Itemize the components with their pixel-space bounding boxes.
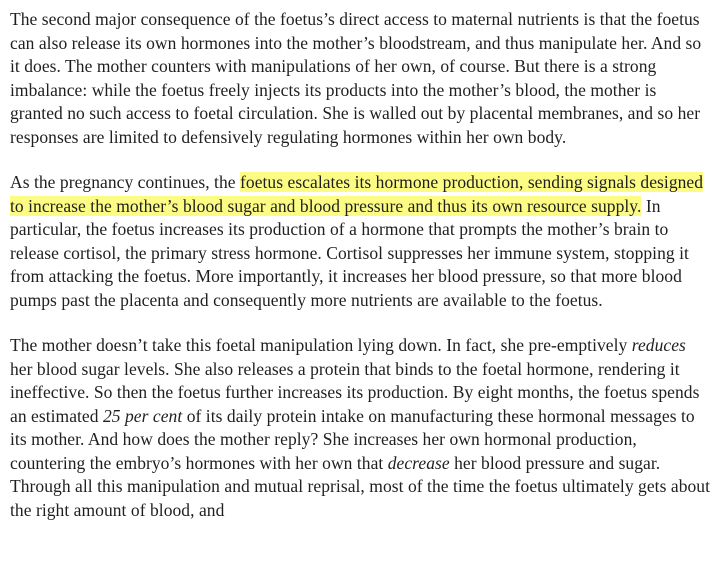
paragraph-3-text-3: of its daily protein intake on manufacturing these hormonal messages to its mother. And how does the mother reply? She increases her own hormonal production, countering the embryo’s hormones with her own that bbox=[10, 405, 695, 473]
emphasis-percent: 25 per cent bbox=[102, 405, 183, 426]
paragraph-2-lead: As the pregnancy continues, the bbox=[10, 172, 241, 192]
paragraph-3-text-4: her blood pressure and sugar. Through all this manipulation and mutual reprisal, most of the time the foetus ultimately gets about the right amount of blood, and bbox=[10, 452, 710, 520]
article-body bbox=[10, 8, 710, 544]
paragraph-3-text-2: her blood sugar levels. She also releases a protein that binds to the foetal hormone, rendering it ineffective. So then the foetus further increases its production. By eight months, the foetus spends an estimated bbox=[10, 358, 700, 426]
paragraph-2-rest: In particular, the foetus increases its production of a hormone that prompts the mother’s brain to release cortisol, the primary stress hormone. Cortisol suppresses her immune system, stopping it from attacking the foetus. More importantly, it increases her blood pressure, so that more blood pumps past the placenta and consequently more nutrients are available to the foetus. bbox=[10, 195, 689, 310]
paragraph-1: The second major consequence of the foetus’s direct access to maternal nutrients is that the foetus can also release its own hormones into the mother’s bloodstream, and thus manipulate her. And so it does. The mother counters with manipulations of her own, of course. But there is a strong imbalance: while the foetus freely injects its products into the mother’s blood, the mother is granted no such access to foetal circulation. She is walled out by placental membranes, and so her responses are limited to defensively regulating hormones within her own body. bbox=[10, 9, 702, 147]
paragraph-3 bbox=[10, 334, 710, 522]
emphasis-decrease: decrease bbox=[387, 452, 450, 473]
paragraph-2 bbox=[10, 171, 710, 312]
emphasis-reduces: reduces bbox=[631, 335, 686, 355]
paragraph-3-text-1: The mother doesn’t take this foetal manipulation lying down. In fact, she pre-emptively bbox=[10, 335, 632, 355]
highlighted-passage: foetus escalates its hormone production, sending signals designed to increase the mother’s blood sugar and blood pressure and thus its own resource supply. bbox=[10, 172, 704, 216]
